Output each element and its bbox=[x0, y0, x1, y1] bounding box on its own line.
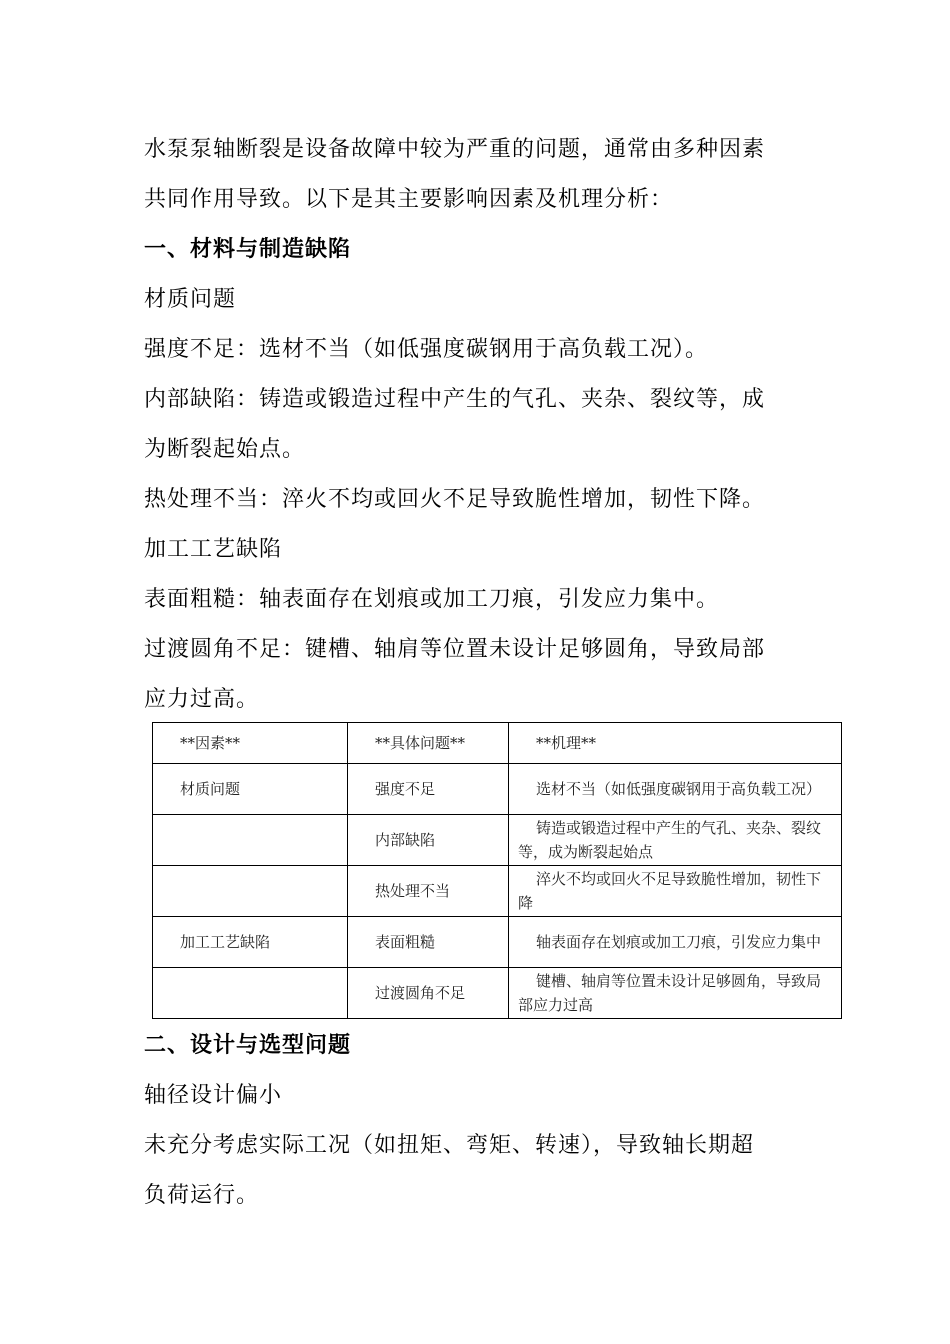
factor-table bbox=[152, 722, 842, 1019]
issue-cell: 表面粗糙 bbox=[375, 933, 436, 951]
section-2-heading: 二、设计与选型问题 bbox=[144, 1033, 352, 1058]
factor-cell: 加工工艺缺陷 bbox=[180, 933, 271, 951]
subheading-machining: 加工工艺缺陷 bbox=[144, 537, 283, 562]
mechanism-cell: 选材不当（如低强度碳钢用于高负载工况） bbox=[536, 780, 822, 798]
table-header-row bbox=[153, 723, 842, 764]
mechanism-cell: 轴表面存在划痕或加工刀痕，引发应力集中 bbox=[536, 933, 822, 951]
table-row bbox=[153, 866, 842, 917]
table-cell bbox=[348, 815, 509, 866]
table-header-cell bbox=[348, 723, 509, 764]
mechanism-cell: 键槽、轴肩等位置未设计足够圆角，导致局部应力过高 bbox=[518, 972, 822, 1014]
table-cell bbox=[153, 815, 348, 866]
table-cell bbox=[348, 866, 509, 917]
table-cell bbox=[153, 968, 348, 1019]
header-issue: **具体问题** bbox=[375, 734, 466, 752]
section-1-heading: 一、材料与制造缺陷 bbox=[144, 237, 352, 262]
issue-cell: 热处理不当 bbox=[375, 882, 451, 900]
item-overload-line-1: 未充分考虑实际工况（如扭矩、弯矩、转速），导致轴长期超 bbox=[144, 1133, 755, 1158]
table-row bbox=[153, 968, 842, 1019]
mechanism-cell: 淬火不均或回火不足导致脆性增加，韧性下降 bbox=[518, 870, 822, 912]
mechanism-cell: 铸造或锻造过程中产生的气孔、夹杂、裂纹等，成为断裂起始点 bbox=[518, 819, 822, 861]
table-row bbox=[153, 917, 842, 968]
factor-cell: 材质问题 bbox=[180, 780, 241, 798]
item-internal-defects-line-2: 为断裂起始点。 bbox=[144, 437, 306, 462]
header-mechanism: **机理** bbox=[536, 734, 597, 752]
subheading-material: 材质问题 bbox=[144, 287, 237, 312]
table-cell bbox=[153, 917, 348, 968]
table-cell bbox=[348, 764, 509, 815]
table-cell bbox=[348, 917, 509, 968]
table-row bbox=[153, 815, 842, 866]
item-surface-roughness: 表面粗糙：轴表面存在划痕或加工刀痕，引发应力集中。 bbox=[144, 587, 720, 612]
table-header-cell bbox=[153, 723, 348, 764]
intro-paragraph-line-2: 共同作用导致。以下是其主要影响因素及机理分析： bbox=[144, 187, 674, 212]
item-internal-defects-line-1: 内部缺陷：铸造或锻造过程中产生的气孔、夹杂、裂纹等，成 bbox=[144, 387, 766, 412]
issue-cell: 强度不足 bbox=[375, 780, 436, 798]
table-header-cell bbox=[509, 723, 842, 764]
table-cell bbox=[509, 866, 842, 917]
table-cell bbox=[509, 815, 842, 866]
intro-paragraph-line-1: 水泵泵轴断裂是设备故障中较为严重的问题，通常由多种因素 bbox=[144, 137, 766, 162]
item-overload-line-2: 负荷运行。 bbox=[144, 1183, 260, 1208]
table-cell bbox=[153, 866, 348, 917]
item-fillet-line-2: 应力过高。 bbox=[144, 687, 260, 712]
item-fillet-line-1: 过渡圆角不足：键槽、轴肩等位置未设计足够圆角，导致局部 bbox=[144, 637, 766, 662]
table-cell bbox=[509, 764, 842, 815]
item-insufficient-strength: 强度不足：选材不当（如低强度碳钢用于高负载工况）。 bbox=[144, 337, 709, 362]
subheading-shaft-diameter: 轴径设计偏小 bbox=[144, 1083, 283, 1108]
table-cell bbox=[509, 968, 842, 1019]
issue-cell: 内部缺陷 bbox=[375, 831, 436, 849]
item-heat-treatment: 热处理不当：淬火不均或回火不足导致脆性增加，韧性下降。 bbox=[144, 487, 766, 512]
issue-cell: 过渡圆角不足 bbox=[375, 984, 466, 1002]
header-factor: **因素** bbox=[180, 734, 241, 752]
table-row bbox=[153, 764, 842, 815]
table-cell bbox=[348, 968, 509, 1019]
table-cell bbox=[153, 764, 348, 815]
table-cell bbox=[509, 917, 842, 968]
